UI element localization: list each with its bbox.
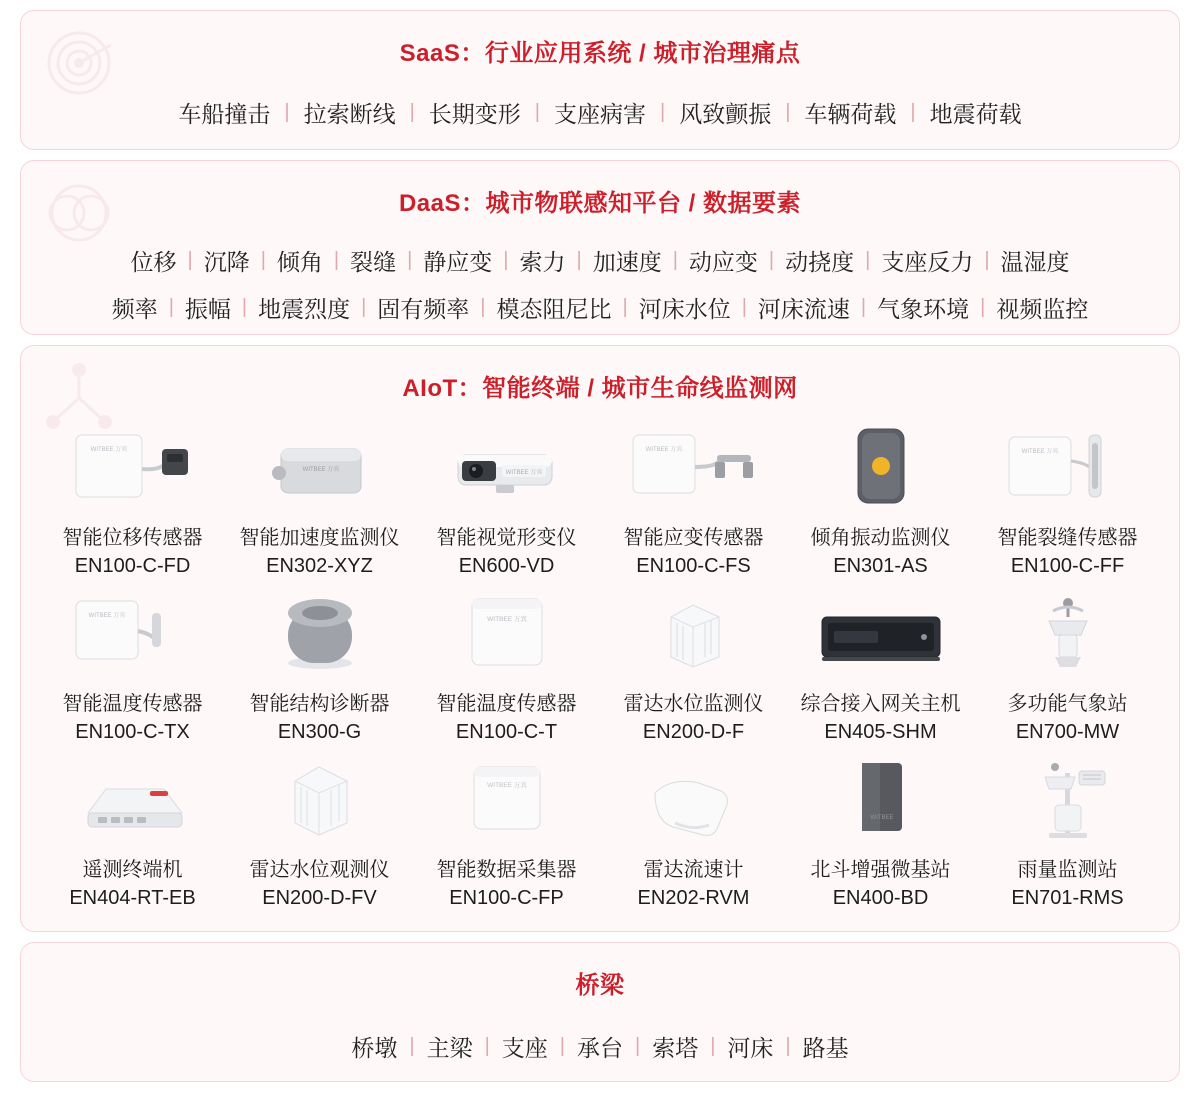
temperature-sensor-box-icon [417, 587, 596, 683]
device-card[interactable] [413, 587, 600, 747]
device-name: 智能裂缝传感器 [997, 527, 1138, 549]
separator: | [984, 249, 990, 271]
daas-item-2[interactable]: 倾角 [276, 249, 323, 275]
device-name: 智能应变传感器 [623, 527, 764, 549]
separator: | [660, 101, 666, 123]
data-collector-icon [417, 753, 596, 849]
device-card[interactable] [600, 587, 787, 747]
device-card[interactable] [39, 587, 226, 747]
device-card[interactable] [974, 753, 1161, 913]
svg-text:WITBEE 万宾: WITBEE 万宾 [88, 613, 125, 619]
device-model: EN701-RMS [1011, 887, 1124, 909]
separator: | [484, 1035, 490, 1057]
separator: | [480, 296, 486, 318]
device-card[interactable] [413, 753, 600, 913]
separator: | [333, 249, 340, 271]
daas-item2-6[interactable]: 河床流速 [757, 296, 850, 322]
separator: | [622, 296, 628, 318]
device-model: EN100-C-TX [75, 721, 190, 743]
separator: | [559, 1035, 565, 1057]
separator: | [407, 249, 413, 271]
daas-item-list-row1 [21, 244, 1179, 277]
device-model: EN100-C-FF [1010, 555, 1125, 577]
saas-item-3[interactable]: 支座病害 [554, 101, 646, 127]
separator: | [534, 101, 540, 123]
daas-item2-7[interactable]: 气象环境 [877, 296, 970, 322]
daas-item2-8[interactable]: 视频监控 [996, 296, 1089, 322]
aiot-panel [20, 345, 1180, 932]
daas-panel [20, 160, 1180, 335]
svg-text:WITBEE 万宾: WITBEE 万宾 [302, 467, 339, 473]
separator: | [635, 1035, 641, 1057]
device-card[interactable] [226, 421, 413, 581]
bridge-item-4[interactable]: 索塔 [652, 1035, 699, 1061]
device-name: 智能加速度监测仪 [239, 527, 400, 549]
daas-title: DaaS：城市物联感知平台 / 数据要素 [398, 190, 802, 217]
temperature-sensor-icon [43, 587, 222, 683]
separator: | [187, 249, 193, 271]
device-name: 综合接入网关主机 [800, 693, 961, 715]
separator: | [768, 249, 775, 271]
device-name: 智能温度传感器 [436, 693, 577, 715]
saas-panel [20, 10, 1180, 150]
device-model: EN302-XYZ [266, 555, 373, 577]
strain-sensor-icon [604, 421, 783, 517]
device-name: 遥测终端机 [82, 859, 183, 881]
separator: | [361, 296, 367, 318]
separator: | [785, 101, 791, 123]
vision-deformation-camera-icon [417, 421, 596, 517]
device-card[interactable] [787, 421, 974, 581]
bridge-item-6[interactable]: 路基 [802, 1035, 849, 1061]
daas-item-4[interactable]: 静应变 [423, 249, 493, 275]
device-model: EN300-G [277, 721, 362, 743]
separator: | [503, 249, 509, 271]
device-name: 智能温度传感器 [62, 693, 203, 715]
separator: | [910, 101, 916, 123]
daas-item-list-row2 [21, 291, 1179, 324]
bridge-item-3[interactable]: 承台 [577, 1035, 623, 1061]
device-card[interactable] [974, 421, 1161, 581]
daas-item2-0[interactable]: 频率 [111, 296, 158, 322]
device-model: EN100-C-FS [636, 555, 751, 577]
acceleration-monitor-icon [230, 421, 409, 517]
separator: | [980, 296, 986, 318]
device-name: 雷达流速计 [643, 859, 744, 881]
daas-item2-5[interactable]: 河床水位 [638, 296, 731, 322]
weather-station-icon [978, 587, 1157, 683]
device-card[interactable] [787, 753, 974, 913]
device-name: 智能位移传感器 [62, 527, 203, 549]
bridge-item-1[interactable]: 主梁 [426, 1035, 473, 1061]
device-model: EN600-VD [458, 555, 555, 577]
separator: | [741, 296, 747, 318]
device-card[interactable] [39, 753, 226, 913]
daas-item-10[interactable]: 温湿度 [1000, 249, 1070, 275]
separator: | [710, 1035, 716, 1057]
saas-item-0[interactable]: 车船撞击 [178, 101, 271, 127]
device-card[interactable] [600, 421, 787, 581]
svg-text:WITBEE 万宾: WITBEE 万宾 [486, 616, 527, 623]
device-model: EN301-AS [833, 555, 928, 577]
separator: | [260, 249, 266, 271]
device-name: 雷达水位监测仪 [623, 693, 764, 715]
device-model: EN100-C-T [455, 721, 558, 743]
bridge-item-list [21, 1030, 1179, 1063]
separator: | [860, 296, 867, 318]
svg-text:WITBEE 万宾: WITBEE 万宾 [486, 782, 527, 789]
daas-item2-3[interactable]: 固有频率 [377, 296, 470, 322]
device-model: EN405-SHM [824, 721, 937, 743]
svg-text:WITBEE 万宾: WITBEE 万宾 [1021, 449, 1058, 455]
device-model: EN700-MW [1015, 721, 1120, 743]
device-card[interactable] [226, 753, 413, 913]
daas-item-0[interactable]: 位移 [130, 249, 177, 275]
crack-sensor-icon [978, 421, 1157, 517]
device-card[interactable] [974, 587, 1161, 747]
device-card[interactable] [226, 587, 413, 747]
bridge-item-2[interactable]: 支座 [501, 1035, 548, 1061]
svg-text:WITBEE: WITBEE [869, 815, 894, 821]
rain-gauge-station-icon [978, 753, 1157, 849]
saas-item-6[interactable]: 地震荷载 [929, 101, 1022, 127]
radar-water-observer-icon [230, 753, 409, 849]
device-card[interactable] [600, 753, 787, 913]
device-model: EN100-C-FP [449, 887, 564, 909]
daas-item2-2[interactable]: 地震烈度 [258, 296, 351, 322]
daas-item-8[interactable]: 动挠度 [785, 249, 855, 275]
daas-item-3[interactable]: 裂缝 [350, 249, 397, 275]
gateway-host-icon [791, 587, 970, 683]
saas-item-2[interactable]: 长期变形 [428, 101, 521, 127]
device-model: EN100-C-FD [74, 555, 191, 577]
device-name: 雨量监测站 [1017, 859, 1118, 881]
device-model: EN200-D-F [642, 721, 745, 743]
displacement-sensor-icon [43, 421, 222, 517]
device-name: 倾角振动监测仪 [810, 527, 951, 549]
daas-item-6[interactable]: 加速度 [592, 249, 662, 275]
saas-title: SaaS：行业应用系统 / 城市治理痛点 [399, 40, 801, 67]
separator: | [241, 296, 248, 318]
device-model: EN404-RT-EB [69, 887, 196, 909]
bridge-item-5[interactable]: 河床 [727, 1035, 774, 1061]
aiot-title: AIoT：智能终端 / 城市生命线监测网 [402, 375, 798, 402]
separator: | [576, 249, 582, 271]
device-card[interactable] [413, 421, 600, 581]
saas-item-list [21, 96, 1179, 129]
radar-water-level-monitor-icon [604, 587, 783, 683]
separator: | [865, 249, 871, 271]
device-grid [21, 421, 1179, 913]
daas-item-9[interactable]: 支座反力 [881, 249, 974, 275]
device-model: EN202-RVM [637, 887, 750, 909]
beidou-micro-station-icon [791, 753, 970, 849]
separator: | [785, 1035, 791, 1057]
structure-diagnoser-icon [230, 587, 409, 683]
svg-text:WITBEE 万宾: WITBEE 万宾 [645, 447, 682, 453]
daas-item-5[interactable]: 索力 [519, 249, 566, 275]
separator: | [672, 249, 678, 271]
device-card[interactable] [787, 587, 974, 747]
device-name: 北斗增强微基站 [810, 859, 951, 881]
daas-item2-1[interactable]: 振幅 [184, 296, 231, 322]
device-name: 智能视觉形变仪 [436, 527, 577, 549]
device-name: 智能数据采集器 [436, 859, 577, 881]
telemetry-terminal-icon [43, 753, 222, 849]
separator: | [168, 296, 174, 318]
separator: | [409, 101, 415, 123]
bridge-panel [20, 942, 1180, 1082]
bridge-title: 桥梁 [575, 972, 625, 999]
svg-text:WITBEE 万宾: WITBEE 万宾 [505, 470, 542, 476]
saas-item-1[interactable]: 拉索断线 [303, 101, 396, 127]
svg-text:WITBEE 万宾: WITBEE 万宾 [90, 447, 127, 453]
device-name: 雷达水位观测仪 [249, 859, 390, 881]
separator: | [284, 101, 290, 123]
tilt-vibration-monitor-icon [791, 421, 970, 517]
radar-flow-meter-icon [604, 753, 783, 849]
device-card[interactable] [39, 421, 226, 581]
device-name: 智能结构诊断器 [249, 693, 390, 715]
device-model: EN400-BD [832, 887, 929, 909]
saas-item-4[interactable]: 风致颤振 [679, 101, 772, 127]
daas-item-7[interactable]: 动应变 [688, 249, 758, 275]
bridge-item-0[interactable]: 桥墩 [351, 1035, 398, 1061]
separator: | [409, 1035, 415, 1057]
saas-item-5[interactable]: 车辆荷载 [804, 101, 897, 127]
device-name: 多功能气象站 [1007, 693, 1128, 715]
daas-item2-4[interactable]: 模态阻尼比 [496, 296, 612, 322]
device-model: EN200-D-FV [262, 887, 377, 909]
daas-item-1[interactable]: 沉降 [203, 249, 250, 275]
